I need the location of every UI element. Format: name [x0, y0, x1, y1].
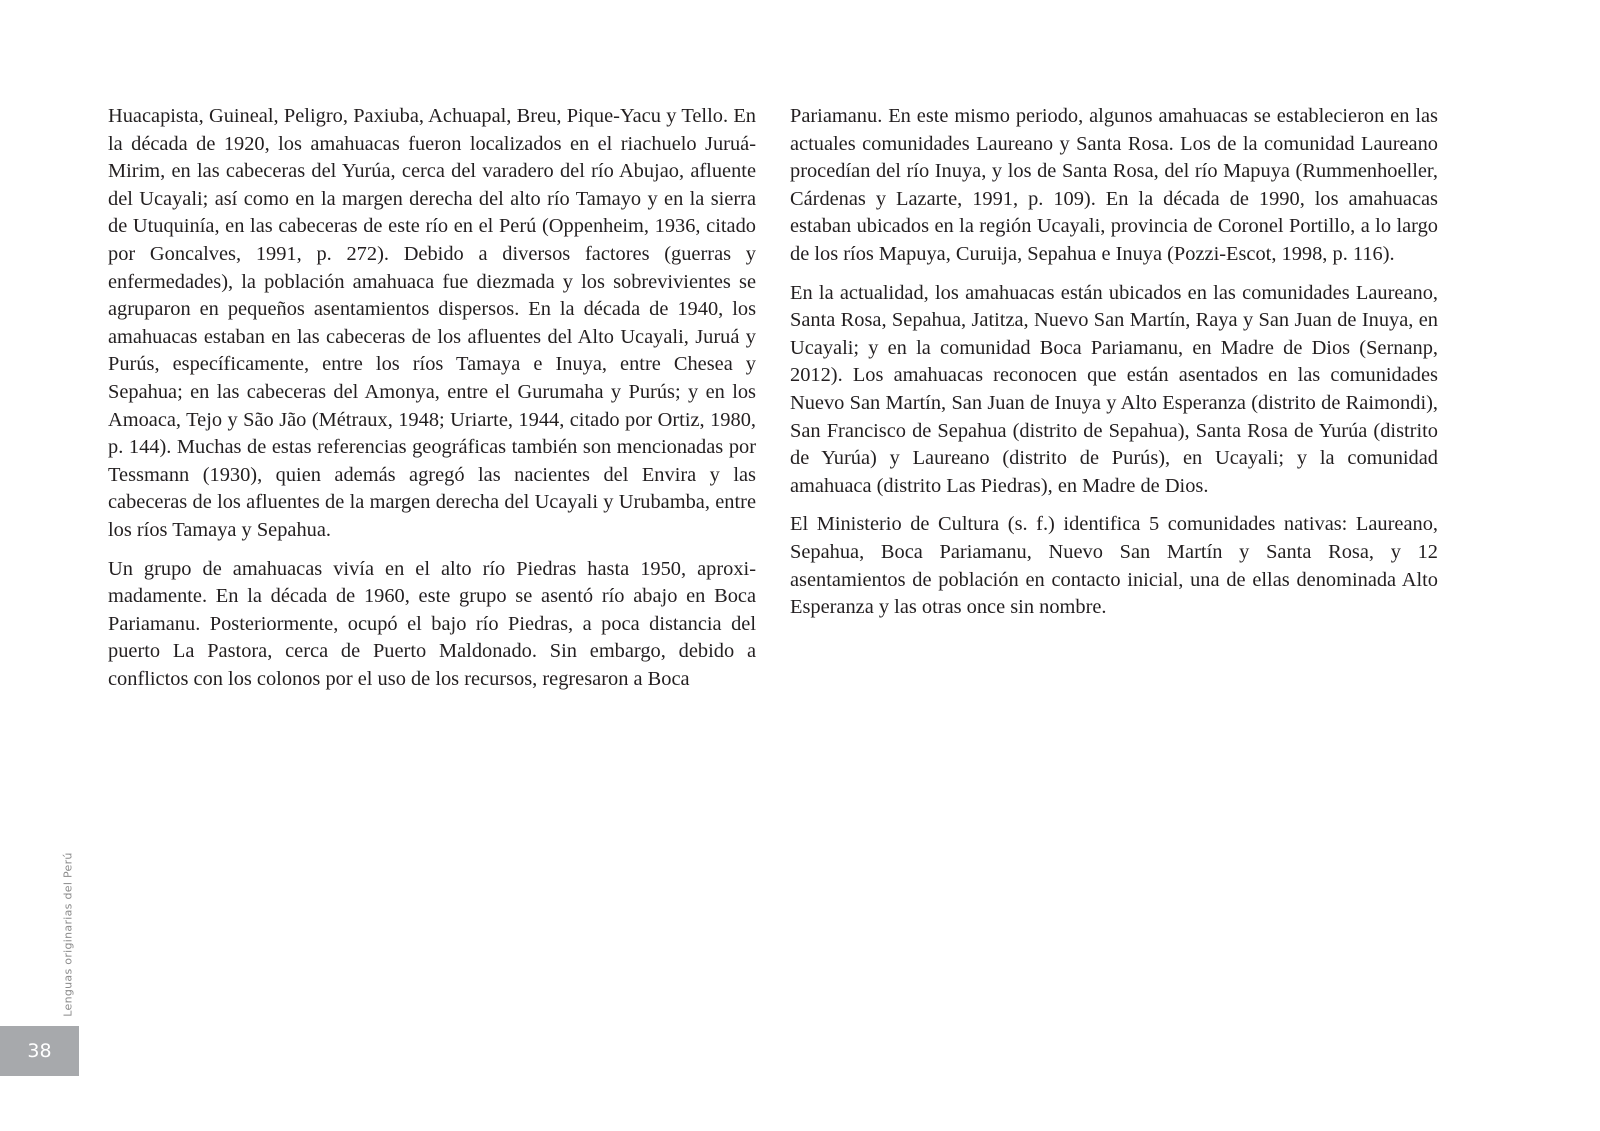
body-paragraph: En la actualidad, los amahuacas están ubicados en las comunidades Laureano, Santa Rosa, Sepahua, Jatitza, Nuevo San Martín, Raya y San Juan de Inuya, en Ucayali; y en la comunidad Boca Pariamanu, en Madre de Dios (Sernanp, 2012). Los amahuacas reconocen que están asentados en las comunidades Nuevo San Martín, San Juan de Inuya y Alto Esperanza (distrito de Raimondi), San Francisco de Sepahua (distrito de Sepahua), Santa Rosa de Yurúa (distrito de Yurúa) y Laureano (distrito de Purús), en Ucayali; y la comunidad amahuaca (distrito Las Piedras), en Madre de Dios.: [790, 281, 1438, 497]
running-title-text: Lenguas originarias del Perú: [61, 852, 75, 1017]
page-number-box: [0, 1026, 79, 1076]
body-paragraph: Huacapista, Guineal, Peligro, Paxiuba, Achuapal, Breu, Pique-Yacu y Tello. En la década de 1920, los amahuacas fueron localizados en el riachuelo Juruá-Mirim, en las cabeceras del Yurúa, cerca del varadero del río Abujao, afluente del Ucayali; así como en la margen derecha del alto río Tamayo y en la sierra de Utuquinía, en las cabeceras de este río en el Perú (Oppenheim, 1936, citado por Goncalves, 1991, p. 272). Debido a diversos factores (guerras y enfermedades), la población amahuaca fue diezmada y los sobrevivientes se agruparon en pequeños asentamientos dispersos. En la década de 1940, los amahuacas estaban en las cabeceras de los afluentes del Alto Ucayali, Juruá y Purús, específicamente, entre los ríos Tamaya e Inuya, entre Chesea y Sepahua; en las cabeceras del Amonya, entre el Gurumaha y Purús; y en los Amoaca, Tejo y São Jão (Métraux, 1948; Uriarte, 1944, citado por Ortiz, 1980, p. 144). Muchas de estas referencias geográficas también son mencionadas por Tessmann (1930), quien además agregó las nacientes del Envira y las cabeceras de los afluentes de la margen derecha del Ucayali y Urubamba, entre los ríos Tamaya y Sepahua.: [108, 105, 756, 541]
body-paragraph: El Ministerio de Cultura (s. f.) identifica 5 comunidades nativas: Laureano, Sepahua, Boca Pariamanu, Nuevo San Martín y Santa Rosa, y 12 asentamientos de población en contacto inicial, una de ellas denominada Alto Esperanza y las otras once sin nombre.: [790, 513, 1438, 619]
right-text-column: [790, 103, 1438, 633]
left-text-column: [108, 103, 756, 704]
running-title: [57, 846, 79, 1023]
body-paragraph: Pariamanu. En este mismo periodo, algunos amahuacas se establecieron en las actuales comunidades Laureano y Santa Rosa. Los de la comunidad Laureano procedían del río Inuya, y los de Santa Rosa, del río Mapuya (Rummenhoeller, Cárdenas y Lazarte, 1991, p. 109). En la década de 1990, los amahuacas estaban ubicados en la región Ucayali, provincia de Coronel Portillo, a lo largo de los ríos Mapuya, Curuija, Sepahua e Inuya (Pozzi-Escot, 1998, p. 116).: [790, 105, 1438, 265]
body-paragraph: Un grupo de amahuacas vivía en el alto río Piedras hasta 1950, aproximadamente. En la década de 1960, este grupo se asentó río abajo en Boca Pariamanu. Posteriormente, ocupó el bajo río Piedras, a poca distancia del puerto La Pastora, cerca de Puerto Maldonado. Sin embargo, debido a conflictos con los colonos por el uso de los recursos, regresaron a Boca: [108, 557, 756, 690]
page-number: 38: [27, 1040, 52, 1062]
